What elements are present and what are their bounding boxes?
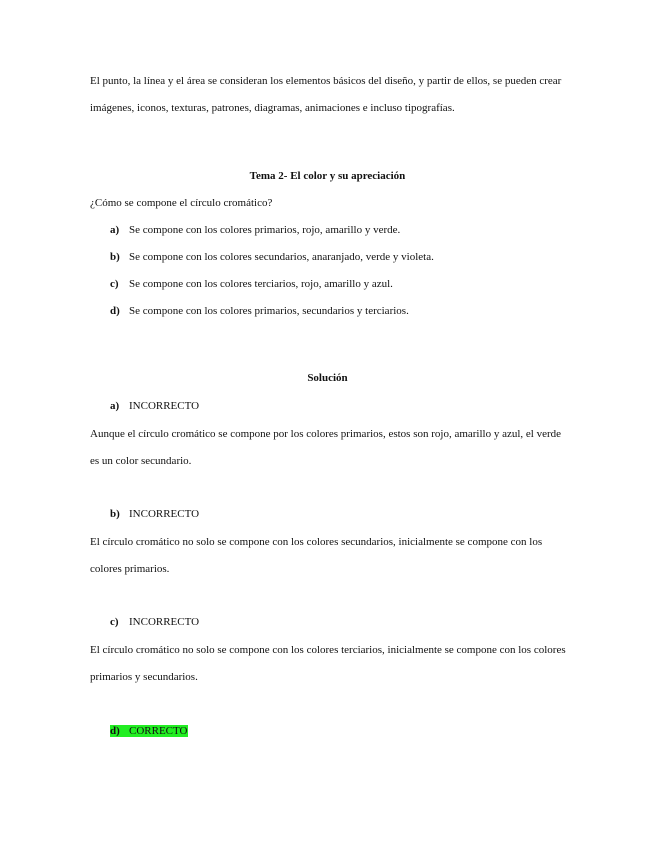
option-c — [110, 278, 393, 290]
option-b — [110, 251, 434, 263]
option-c-letter: c) — [110, 278, 119, 290]
answer-d-highlight — [110, 725, 188, 737]
answer-a-verdict: INCORRECTO — [129, 400, 200, 412]
topic-title: Tema 2- El color y su apreciación — [249, 170, 406, 182]
answer-c — [110, 616, 199, 628]
option-a — [110, 224, 400, 236]
option-d-letter: d) — [110, 305, 120, 317]
question-text: ¿Cómo se compone el círculo cromático? — [90, 197, 273, 209]
option-a-letter: a) — [110, 224, 120, 236]
answer-b-verdict: INCORRECTO — [129, 508, 200, 520]
answer-a-letter: a) — [110, 400, 120, 412]
answer-a-explanation: Aunque el círculo cromático se compone por los colores primarios, estos son rojo, amarillo y azul, el verde es un color secundario. — [90, 428, 562, 467]
option-d — [110, 305, 409, 317]
answer-b — [110, 508, 199, 520]
intro-paragraph: El punto, la línea y el área se consideran los elementos básicos del diseño, y partir de ellos, se pueden crear imágenes, iconos, texturas, patrones, diagramas, animaciones e incluso tipografías. — [90, 75, 562, 114]
answer-a — [110, 400, 199, 412]
option-a-text: Se compone con los colores primarios, rojo, amarillo y verde. — [129, 224, 401, 236]
option-c-text: Se compone con los colores terciarios, rojo, amarillo y azul. — [129, 278, 393, 290]
solution-title: Solución — [307, 372, 348, 384]
option-d-text: Se compone con los colores primarios, secundarios y terciarios. — [129, 305, 409, 317]
answer-d-verdict: CORRECTO — [129, 725, 188, 737]
answer-d-letter: d) — [110, 725, 120, 737]
option-b-letter: b) — [110, 251, 120, 263]
answer-c-verdict: INCORRECTO — [129, 616, 200, 628]
answer-b-explanation: El círculo cromático no solo se compone con los colores secundarios, inicialmente se compone con los colores primarios. — [90, 536, 543, 575]
option-b-text: Se compone con los colores secundarios, anaranjado, verde y violeta. — [129, 251, 434, 263]
answer-c-explanation: El círculo cromático no solo se compone con los colores terciarios, inicialmente se compone con los colores primarios y secundarios. — [90, 644, 566, 683]
answer-c-letter: c) — [110, 616, 119, 628]
answer-d — [110, 725, 188, 737]
answer-b-letter: b) — [110, 508, 120, 520]
